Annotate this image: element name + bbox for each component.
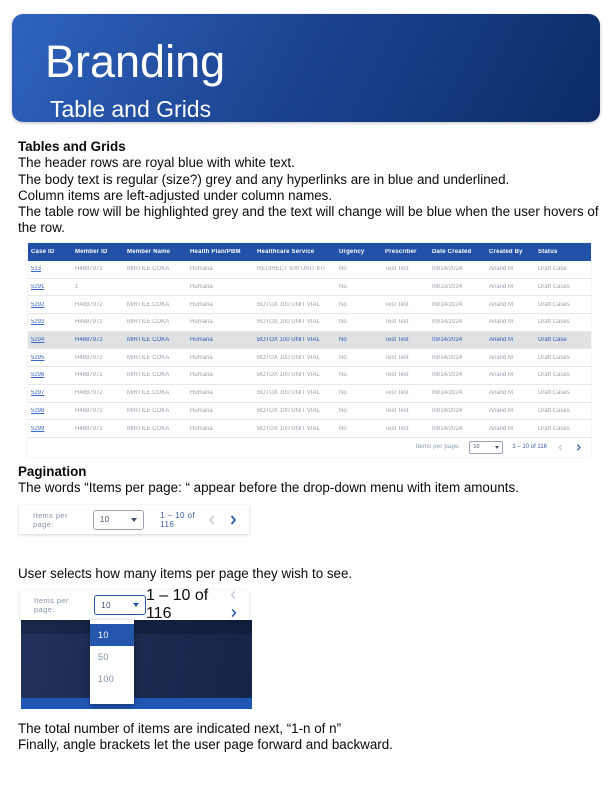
table-cell: Draft Case: [538, 266, 567, 273]
table-cell: Test Test: [385, 354, 409, 361]
table-cell: [28, 355, 72, 361]
sample-data-table: [28, 243, 591, 457]
table-row[interactable]: [28, 367, 591, 385]
table-cell: Anand M: [489, 319, 514, 326]
table-cell: Humana: [190, 301, 213, 308]
pagination-widget-closed: [19, 505, 249, 534]
table-cell: Draft Cases: [538, 284, 570, 291]
table-row[interactable]: [28, 403, 591, 421]
table-cell: No: [339, 337, 347, 344]
table-cell: BOTOX 100 UNIT VIAL: [257, 372, 320, 379]
table-body: [28, 261, 591, 438]
table-cell: 09/14/2024: [432, 301, 463, 308]
pagination-widget-open: [20, 587, 249, 622]
body-line: Finally, angle brackets let the user page forward and backward.: [18, 737, 393, 753]
outro-section: [18, 721, 604, 754]
table-cell: [28, 390, 72, 396]
table-cell: H4887972: [75, 301, 103, 308]
table-cell: No: [339, 301, 347, 308]
table-cell: Anand M: [489, 284, 514, 291]
page-size-option[interactable]: 10: [90, 624, 134, 646]
table-cell: 09/14/2024: [432, 337, 463, 344]
page-size-select[interactable]: [469, 441, 503, 454]
blue-footer-bar: [21, 698, 252, 709]
section-heading: Tables and Grids: [18, 139, 126, 154]
body-line: User selects how many items per page they wish to see.: [18, 566, 353, 581]
table-cell: 09/13/2024: [432, 284, 463, 291]
column-header: Member ID: [75, 249, 108, 255]
column-header: Date Created: [432, 249, 472, 255]
table-cell: MIRTILE COKA: [127, 319, 170, 326]
table-cell: Anand M: [489, 354, 514, 361]
table-cell: Test Test: [385, 390, 409, 397]
table-cell: Draft Cases: [538, 425, 570, 432]
page-range-label: 1 – 10 of 116: [160, 510, 195, 529]
dropdown-caret-icon: [133, 603, 139, 607]
table-cell: Test Test: [385, 319, 409, 326]
table-cell: H4887972: [75, 319, 103, 326]
page-range-label: 1 – 10 of 116: [512, 444, 547, 451]
table-cell: 09/14/2024: [432, 372, 463, 379]
table-cell: [28, 337, 72, 343]
table-cell: Humana: [190, 407, 213, 414]
dark-app-background: [21, 620, 252, 698]
previous-page-icon[interactable]: [556, 443, 565, 452]
table-cell: Humana: [190, 372, 213, 379]
table-cell: BOTOX 100 UNIT VIAL: [257, 425, 320, 432]
table-cell: Test Test: [385, 372, 409, 379]
table-cell: Anand M: [489, 337, 514, 344]
table-row[interactable]: [28, 332, 591, 350]
table-cell: 09/14/2024: [432, 390, 463, 397]
table-cell: Test Test: [385, 425, 409, 432]
table-cell: Draft Cases: [538, 354, 570, 361]
table-cell: [28, 302, 72, 308]
page-size-select-open[interactable]: [94, 595, 146, 615]
case-id-link[interactable]: 5295: [31, 354, 45, 361]
table-header-row: [28, 243, 591, 261]
table-row[interactable]: [28, 314, 591, 332]
table-cell: [28, 372, 72, 378]
column-header: Member Name: [127, 249, 171, 255]
page-size-option[interactable]: 50: [98, 652, 109, 662]
body-line: The header rows are royal blue with white text.: [18, 155, 295, 171]
case-id-link[interactable]: 5296: [31, 372, 45, 379]
section-heading: Pagination: [18, 464, 87, 479]
table-cell: MIRTILE COKA: [127, 266, 170, 273]
table-row[interactable]: [28, 296, 591, 314]
items-per-page-label: Items per page:: [33, 510, 68, 529]
page-size-dropdown-menu: [90, 620, 134, 704]
table-cell: 09/14/2024: [432, 407, 463, 414]
case-id-link[interactable]: 5291: [31, 284, 45, 291]
table-cell: REDIRECT 500 UNIT KIT: [257, 266, 326, 273]
table-cell: No: [339, 390, 347, 397]
table-cell: H4887972: [75, 390, 103, 397]
table-cell: Anand M: [489, 301, 514, 308]
tables-and-grids-section: [18, 139, 604, 237]
table-cell: MIRTILE COKA: [127, 390, 170, 397]
table-cell: 09/14/2024: [432, 354, 463, 361]
table-cell: 1: [75, 284, 79, 291]
case-id-link[interactable]: 513: [31, 266, 42, 273]
table-cell: [28, 408, 72, 414]
table-cell: [28, 266, 72, 272]
table-cell: Test Test: [385, 266, 409, 273]
table-cell: H4887972: [75, 337, 103, 344]
select-note: [18, 566, 604, 582]
column-header: Prescriber: [385, 249, 417, 255]
table-row[interactable]: [28, 349, 591, 367]
case-id-link[interactable]: 5292: [31, 301, 45, 308]
next-page-icon[interactable]: [229, 609, 238, 618]
table-cell: Humana: [190, 337, 213, 344]
table-cell: MIRTILE COKA: [127, 425, 170, 432]
items-per-page-label: Items per page:: [415, 444, 461, 451]
column-header: Case ID: [31, 249, 55, 255]
table-cell: BOTOX 100 UNIT VIAL: [257, 319, 320, 326]
table-cell: Humana: [190, 390, 213, 397]
table-cell: H4887972: [75, 425, 103, 432]
table-cell: Test Test: [385, 407, 409, 414]
case-id-link[interactable]: 5294: [31, 337, 45, 344]
page-size-value: 10: [473, 444, 480, 451]
previous-page-icon[interactable]: [229, 591, 238, 600]
table-cell: Anand M: [489, 372, 514, 379]
page-size-option[interactable]: 100: [98, 674, 115, 684]
table-cell: Draft Cases: [538, 372, 570, 379]
column-header: Status: [538, 249, 558, 255]
table-row[interactable]: [28, 385, 591, 403]
table-cell: H4887972: [75, 354, 103, 361]
body-line: Column items are left-adjusted under column names.: [18, 187, 333, 203]
table-cell: MIRTILE COKA: [127, 372, 170, 379]
page-size-value: 10: [101, 600, 111, 610]
table-cell: Anand M: [489, 390, 514, 397]
table-cell: No: [339, 354, 347, 361]
table-cell: Humana: [190, 354, 213, 361]
table-cell: MIRTILE COKA: [127, 337, 170, 344]
items-per-page-label: Items per page:: [34, 596, 69, 614]
table-cell: Test Test: [385, 301, 409, 308]
case-id-link[interactable]: 5299: [31, 425, 45, 432]
page-range-label: 1 – 10 of 116: [145, 587, 209, 622]
table-cell: No: [339, 284, 347, 291]
body-line: The body text is regular (size?) grey and any hyperlinks are in blue and underlined.: [18, 171, 510, 187]
case-id-link[interactable]: 5298: [31, 407, 45, 414]
table-cell: BOTOX 100 UNIT VIAL: [257, 390, 320, 397]
table-cell: BOTOX 100 UNIT VIAL: [257, 301, 320, 308]
column-header: Created By: [489, 249, 523, 255]
table-row[interactable]: [28, 279, 591, 297]
table-cell: No: [339, 319, 347, 326]
case-id-link[interactable]: 5293: [31, 319, 45, 326]
table-cell: [28, 319, 72, 325]
body-line: The words “Items per page: “ appear before the drop-down menu with item amounts.: [18, 480, 519, 496]
table-cell: [28, 284, 72, 290]
table-cell: MIRTILE COKA: [127, 354, 170, 361]
table-cell: Draft Cases: [538, 390, 570, 397]
table-cell: Anand M: [489, 407, 514, 414]
table-cell: Test Test: [385, 337, 409, 344]
table-cell: No: [339, 266, 347, 273]
table-cell: H4887972: [75, 372, 103, 379]
table-cell: Anand M: [489, 425, 514, 432]
page-subtitle: Table and Grids: [50, 96, 212, 122]
table-cell: Draft Cases: [538, 407, 570, 414]
table-pagination-footer: [28, 438, 591, 457]
table-cell: Humana: [190, 284, 213, 291]
dropdown-caret-icon: [495, 446, 499, 449]
table-cell: BOTOX 100 UNIT VIAL: [257, 354, 320, 361]
table-cell: No: [339, 407, 347, 414]
next-page-icon[interactable]: [227, 514, 239, 526]
pagination-section: [18, 464, 604, 497]
table-cell: Humana: [190, 266, 213, 273]
column-header: Urgency: [339, 249, 365, 255]
table-cell: Humana: [190, 319, 213, 326]
table-cell: Anand M: [489, 266, 514, 273]
table-cell: 09/14/2024: [432, 319, 463, 326]
table-row[interactable]: [28, 261, 591, 279]
table-cell: 09/14/2024: [432, 425, 463, 432]
case-id-link[interactable]: 5297: [31, 390, 45, 397]
table-cell: MIRTILE COKA: [127, 407, 170, 414]
body-line: The total number of items are indicated next, “1-n of n”: [18, 721, 342, 736]
table-cell: [28, 426, 72, 432]
next-page-icon[interactable]: [574, 443, 583, 452]
previous-page-icon[interactable]: [206, 514, 218, 526]
table-cell: Draft Cases: [538, 301, 570, 308]
table-cell: Humana: [190, 425, 213, 432]
table-cell: H4887972: [75, 266, 103, 273]
banner: [12, 14, 600, 122]
table-cell: Draft Case: [538, 337, 567, 344]
table-cell: BOTOX 100 UNIT VIAL: [257, 407, 320, 414]
table-cell: MIRTILE COKA: [127, 301, 170, 308]
table-row[interactable]: [28, 420, 591, 438]
table-cell: No: [339, 372, 347, 379]
page-size-select[interactable]: [93, 510, 144, 530]
page-title: Branding: [45, 36, 226, 87]
table-cell: Draft Cases: [538, 319, 570, 326]
column-header: Healthcare Service: [257, 249, 315, 255]
table-cell: No: [339, 425, 347, 432]
column-header: Health Plan/PBM: [190, 249, 241, 255]
body-line: The table row will be highlighted grey and the text will change will be blue when the user hovers of the row.: [18, 204, 599, 236]
table-cell: 09/14/2024: [432, 266, 463, 273]
table-cell: H4887972: [75, 407, 103, 414]
page-size-value: 10: [99, 515, 110, 524]
table-cell: BOTOX 100 UNIT VIAL: [257, 337, 320, 344]
dropdown-caret-icon: [131, 518, 137, 522]
